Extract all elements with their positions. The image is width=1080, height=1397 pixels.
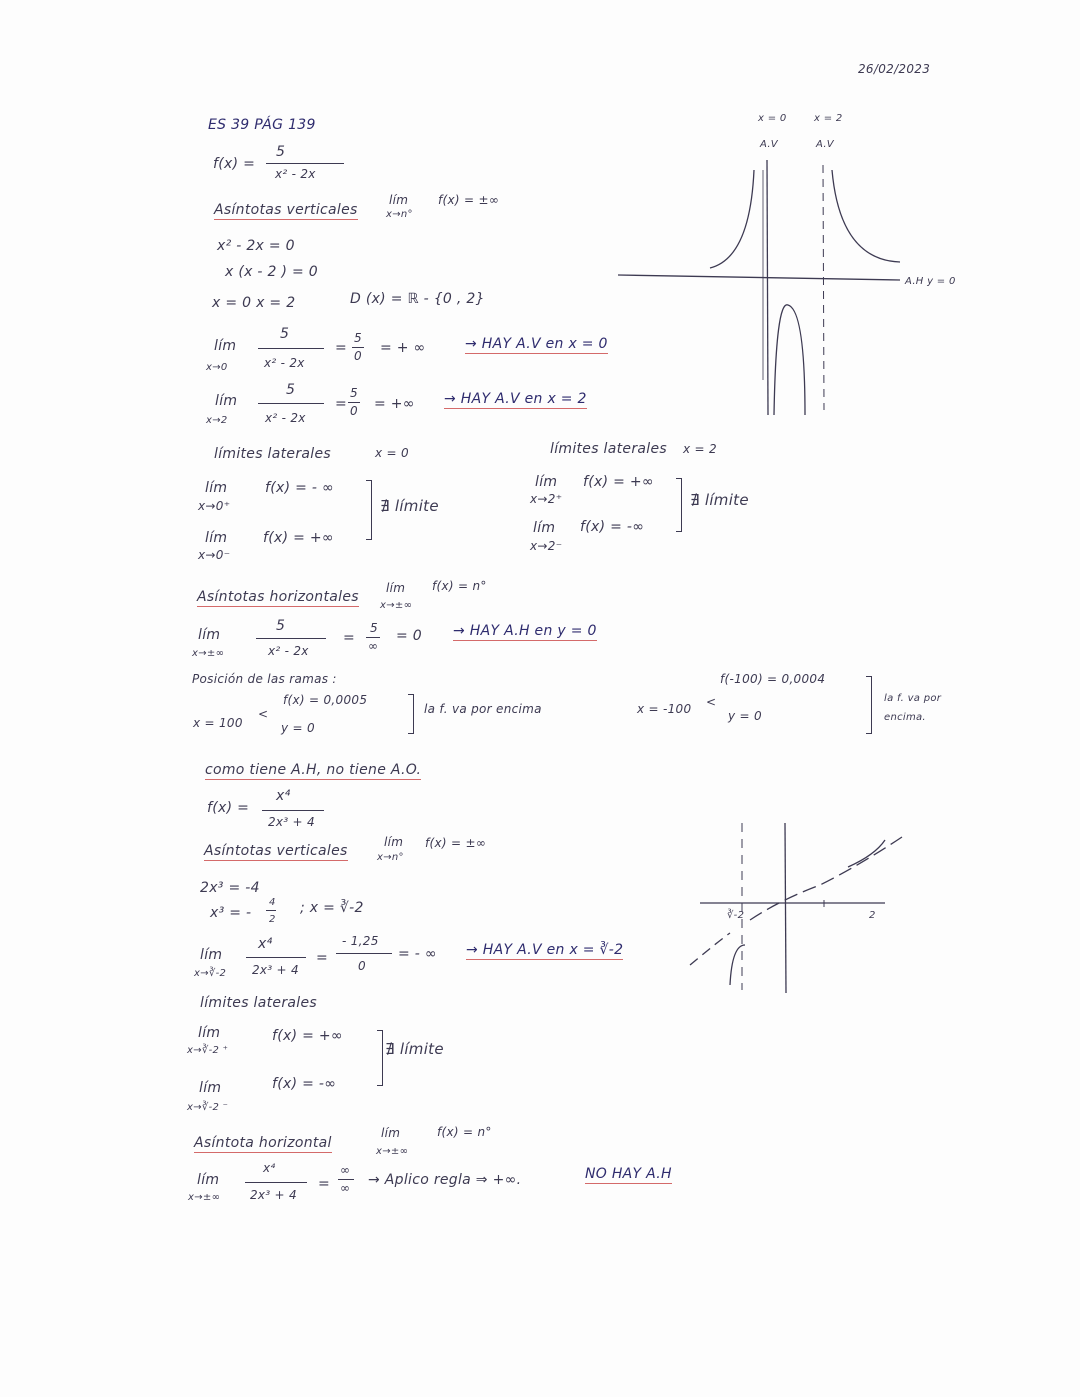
f1-lat0-note: ∄ límite <box>380 497 439 515</box>
f1-denominator: x² - 2x <box>275 167 316 181</box>
f1-graph <box>600 140 920 430</box>
f1-ha-cond-expr: f(x) = n° <box>432 579 487 593</box>
f2-va-lim: lím <box>200 947 223 963</box>
f1-lim0-den: x² - 2x <box>264 356 305 370</box>
f1-oblique-note: como tiene A.H, no tiene A.O. <box>205 762 422 778</box>
f1-ha-result: = 0 <box>396 628 422 644</box>
f2-fraction-bar <box>262 810 324 811</box>
f2-lat-heading: límites laterales <box>200 995 317 1011</box>
f1-lim0-mid-bar <box>352 347 364 348</box>
f1-lat2-r1-sub: x→2⁺ <box>530 492 563 506</box>
f1-graph-y-axis <box>767 160 768 415</box>
f1-ha-mid-bar <box>366 637 380 638</box>
f2-ha-sub: x→±∞ <box>188 1192 221 1203</box>
f1-fraction-bar <box>266 163 344 164</box>
f2-ha-num: x⁴ <box>263 1161 276 1175</box>
f1-ha-den: x² - 2x <box>268 644 309 658</box>
f1-graph-label-x0-bot: A.V <box>760 139 778 150</box>
f1-ha-cond-lim: lím <box>386 581 406 595</box>
f1-graph-branch-right <box>832 170 900 262</box>
f2-va-eq1: 2x³ = -4 <box>200 880 260 896</box>
f1-lat0-r2-expr: f(x) = +∞ <box>263 530 334 546</box>
f1-lat2-heading: límites laterales <box>550 441 667 457</box>
f1-position-right-angle: < <box>706 695 717 709</box>
f2-denominator: 2x³ + 4 <box>268 815 315 829</box>
f2-ha-cond-sub: x→±∞ <box>376 1146 409 1157</box>
f2-numerator: x⁴ <box>276 788 291 804</box>
f1-graph-label-x0-top: x = 0 <box>758 113 787 124</box>
f1-lat2-r1-expr: f(x) = +∞ <box>583 474 654 490</box>
f1-numerator: 5 <box>276 144 286 160</box>
f1-position-right-y: y = 0 <box>728 709 762 723</box>
f1-position-left-x: x = 100 <box>193 716 243 730</box>
f1-va-heading: Asíntotas verticales <box>214 202 358 218</box>
f1-position-right-note-1: la f. va por <box>884 693 942 704</box>
f1-lat2-r2-lim: lím <box>533 520 556 536</box>
f2-va-num: x⁴ <box>258 936 273 952</box>
f2-va-sub: x→∛-2 <box>194 968 227 979</box>
f1-ha-heading: Asíntotas horizontales <box>197 589 359 605</box>
f1-position-right-bracket <box>866 676 872 734</box>
f1-lim2-den: x² - 2x <box>265 411 306 425</box>
f1-position-heading: Posición de las ramas : <box>192 672 337 686</box>
f1-lim2-mid-den: 0 <box>350 404 358 418</box>
f2-graph-y-axis <box>785 823 786 993</box>
f2-va-eq2-lhs: x³ = - <box>210 905 252 921</box>
f2-va-cond-expr: f(x) = ±∞ <box>425 836 487 850</box>
f2-ha-lim: lím <box>197 1172 220 1188</box>
f2-graph-label-2: 2 <box>869 910 876 921</box>
f1-lhs: f(x) = <box>213 156 256 172</box>
f1-ha-conclusion: → HAY A.H en y = 0 <box>453 623 597 639</box>
f2-lat-r2-lim: lím <box>199 1080 222 1096</box>
f1-lim2-conclusion: → HAY A.V en x = 2 <box>444 391 587 407</box>
f2-ha-eq: = <box>318 1176 331 1192</box>
f1-lim2-mid-num: 5 <box>350 386 358 400</box>
f1-lim2-sub: x→2 <box>206 415 228 426</box>
f2-va-bar <box>246 957 306 958</box>
f1-lat2-r2-expr: f(x) = -∞ <box>580 519 645 535</box>
f1-ha-eq: = <box>343 630 356 646</box>
f2-va-eq2-num: 4 <box>269 897 276 908</box>
f1-lat2-r2-sub: x→2⁻ <box>530 539 563 553</box>
f1-lim0-result: = + ∞ <box>380 340 426 356</box>
f1-lat2-note: ∄ límite <box>690 491 749 509</box>
f1-ha-lim: lím <box>198 627 221 643</box>
f2-graph <box>670 815 910 1015</box>
f2-va-eq2-bar <box>266 910 276 911</box>
f2-va-mid-den: 0 <box>358 959 366 973</box>
f2-ha-conclusion: NO HAY A.H <box>585 1166 672 1182</box>
f1-ha-mid-den: ∞ <box>368 639 379 653</box>
f2-ha-mid-den: ∞ <box>340 1181 351 1195</box>
f1-va-eq2: x (x - 2 ) = 0 <box>225 264 318 280</box>
f1-va-cond-expr: f(x) = ±∞ <box>438 193 500 207</box>
f1-lim0-num: 5 <box>280 326 290 342</box>
f1-graph-label-x2-bot: A.V <box>816 139 834 150</box>
f1-lat0-bracket <box>366 480 372 540</box>
f1-graph-va-x2 <box>823 165 824 410</box>
f1-position-right-note-2: encima. <box>884 712 926 723</box>
f1-domain: D (x) = ℝ - {0 , 2} <box>350 291 485 307</box>
f1-ha-cond-sub: x→±∞ <box>380 600 413 611</box>
f1-graph-branch-left <box>710 170 754 268</box>
f2-va-den: 2x³ + 4 <box>252 963 299 977</box>
f1-lat2-r1-lim: lím <box>535 474 558 490</box>
f1-position-left-note: la f. va por encima <box>424 702 542 716</box>
f2-va-mid-bar <box>336 953 392 954</box>
f2-lat-r1-lim: lím <box>198 1025 221 1041</box>
f2-graph-branch-right <box>848 840 885 867</box>
f1-ha-num: 5 <box>276 618 286 634</box>
f1-position-left-angle: < <box>258 707 269 721</box>
f2-ha-mid-num: ∞ <box>340 1163 351 1177</box>
f1-lim2-lim: lím <box>215 393 238 409</box>
f1-lim0-mid-den: 0 <box>354 349 362 363</box>
f1-lim0-mid-num: 5 <box>354 331 362 345</box>
f1-va-roots: x = 0 x = 2 <box>212 295 296 311</box>
f1-lim0-eq: = <box>335 340 348 356</box>
f2-lat-r1-sub: x→∛-2 ⁺ <box>187 1045 229 1056</box>
f2-lat-bracket <box>377 1030 383 1086</box>
f1-lim0-lim: lím <box>214 338 237 354</box>
f1-position-left-fx: f(x) = 0,0005 <box>283 693 368 707</box>
date: 26/02/2023 <box>858 62 931 76</box>
f2-graph-branch-left-low <box>730 945 745 985</box>
f2-lat-r2-sub: x→∛-2 ⁻ <box>187 1102 229 1113</box>
f2-va-eq2-root: ; x = ∛-2 <box>300 900 364 916</box>
f1-lat0-r1-sub: x→0⁺ <box>198 499 231 513</box>
f2-ha-bar <box>245 1182 307 1183</box>
f2-ha-mid-bar <box>338 1179 354 1180</box>
f1-lim2-eq: = <box>335 396 348 412</box>
f2-va-eq2-den: 2 <box>269 914 276 925</box>
f1-lat0-r1-expr: f(x) = - ∞ <box>265 480 334 496</box>
f1-lat0-r2-sub: x→0⁻ <box>198 548 231 562</box>
f1-graph-branch-middle <box>774 305 805 415</box>
f1-lim0-bar <box>258 348 324 349</box>
f1-position-left-bracket <box>408 694 414 734</box>
f2-graph-oblique-left <box>690 933 730 965</box>
f1-graph-label-x2-top: x = 2 <box>814 113 843 124</box>
f2-graph-label-root: ∛-2 <box>727 910 745 921</box>
f2-va-result: = - ∞ <box>398 946 437 962</box>
f1-lat2-bracket <box>676 478 682 532</box>
f2-ha-cond-expr: f(x) = n° <box>437 1125 492 1139</box>
f1-va-eq1: x² - 2x = 0 <box>217 238 295 254</box>
f2-ha-heading: Asíntota horizontal <box>194 1135 332 1151</box>
f1-lim2-num: 5 <box>286 382 296 398</box>
f2-ha-cond-lim: lím <box>381 1126 401 1140</box>
f2-lat-note: ∄ límite <box>385 1040 444 1058</box>
f1-lat0-r1-lim: lím <box>205 480 228 496</box>
f2-va-cond-sub: x→n° <box>377 852 404 863</box>
f1-lim2-bar <box>258 403 324 404</box>
f1-va-cond-sub: x→n° <box>386 209 413 220</box>
f2-ha-den: 2x³ + 4 <box>250 1188 297 1202</box>
f1-position-left-y: y = 0 <box>281 721 315 735</box>
f1-lim2-result: = +∞ <box>374 396 415 412</box>
f2-va-heading: Asíntotas verticales <box>204 843 348 859</box>
f2-lat-r1-expr: f(x) = +∞ <box>272 1028 343 1044</box>
f1-position-right-fx: f(-100) = 0,0004 <box>720 672 826 686</box>
f1-lat2-at: x = 2 <box>683 442 717 456</box>
f1-lim2-mid-bar <box>348 402 360 403</box>
f1-graph-label-ha: A.H y = 0 <box>905 276 956 287</box>
f2-va-mid-num: - 1,25 <box>342 934 379 948</box>
f1-position-right-x: x = -100 <box>637 702 692 716</box>
f1-ha-bar <box>256 638 326 639</box>
f1-va-cond-lim: lím <box>389 193 409 207</box>
exercise-title: ES 39 PÁG 139 <box>208 117 316 133</box>
f2-ha-rule: → Aplico regla ⇒ +∞. <box>368 1172 522 1188</box>
f1-lim0-conclusion: → HAY A.V en x = 0 <box>465 336 608 352</box>
f1-ha-sub: x→±∞ <box>192 648 225 659</box>
f2-lhs: f(x) = <box>207 800 250 816</box>
f1-graph-x-axis <box>618 275 900 280</box>
f2-lat-r2-expr: f(x) = -∞ <box>272 1076 337 1092</box>
f2-va-cond-lim: lím <box>384 835 404 849</box>
f1-lat0-r2-lim: lím <box>205 530 228 546</box>
f2-graph-oblique-right <box>750 837 902 920</box>
f2-va-eq: = <box>316 950 329 966</box>
f1-lat0-heading: límites laterales <box>214 446 331 462</box>
f2-va-conclusion: → HAY A.V en x = ∛-2 <box>466 942 624 958</box>
f1-lim0-sub: x→0 <box>206 362 228 373</box>
f1-ha-mid-num: 5 <box>370 621 378 635</box>
f1-lat0-at: x = 0 <box>375 446 409 460</box>
